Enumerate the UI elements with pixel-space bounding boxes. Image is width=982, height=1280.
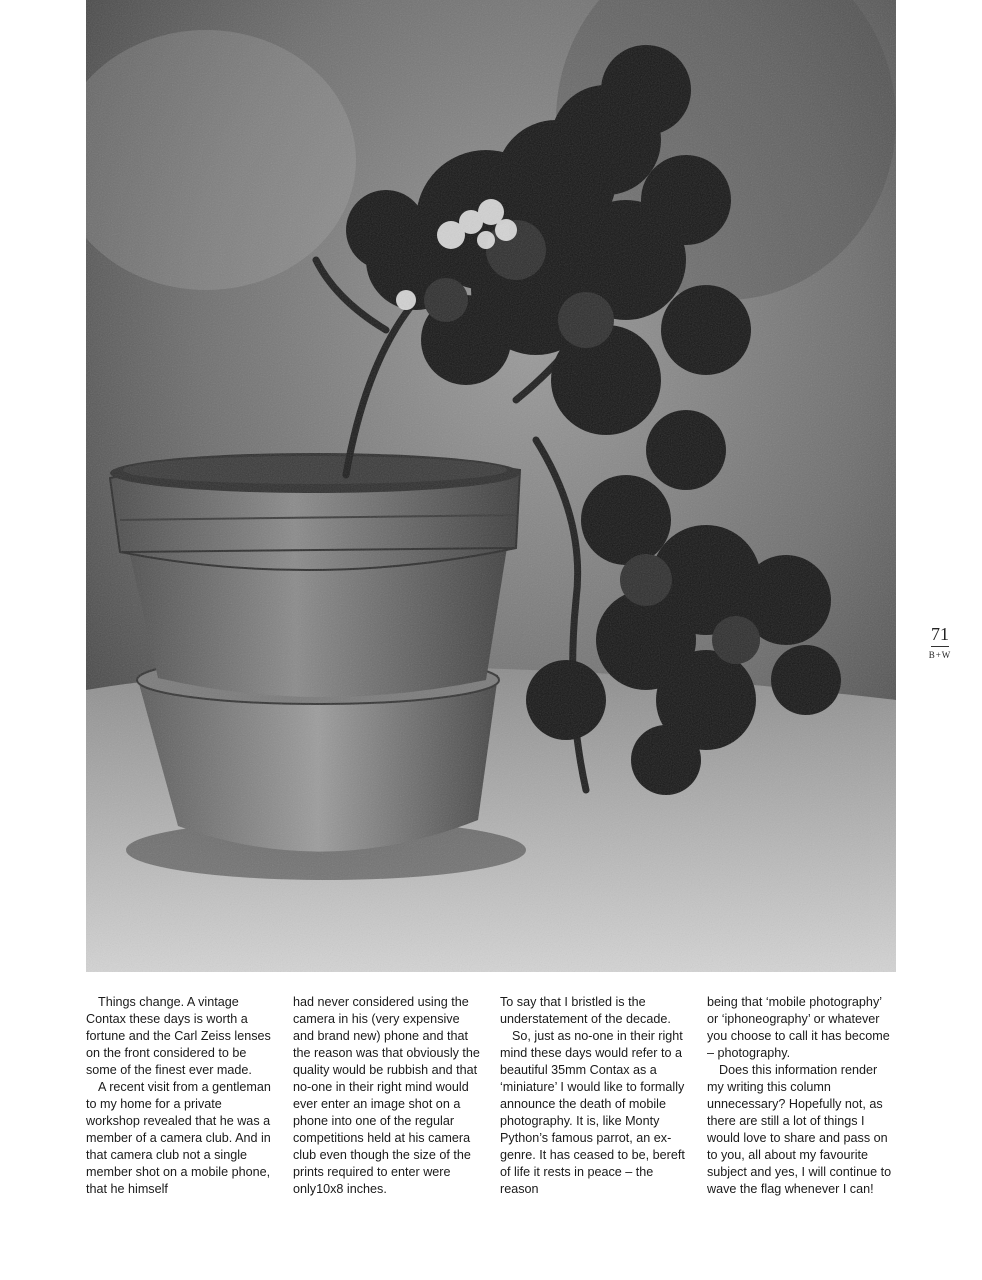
page-folio bbox=[924, 624, 956, 660]
paragraph: Does this information render my writing this column unnecessary? Hopefully not, as there are still a lot of things I would love to share and pass on to you, all about my favourite subject and yes, I will continue to wave the flag whenever I can! bbox=[707, 1063, 892, 1196]
paragraph: A recent visit from a gentleman to my home for a private workshop revealed that he was a member of a camera club. And in that camera club not a single member shot on a mobile phone, that he himself bbox=[86, 1080, 271, 1196]
paragraph: So, just as no-one in their right mind these days would refer to a beautiful 35mm Contax as a ‘miniature’ I would like to formally announce the death of mobile photography. It is, like Monty Python’s famous parrot, an ex-genre. It has ceased to be, bereft of life it rests in peace – the reason bbox=[500, 1029, 685, 1196]
paragraph: Things change. A vintage Contax these days is worth a fortune and the Carl Zeiss lenses on the front considered to be some of the finest ever made. bbox=[86, 995, 271, 1077]
article-column-3 bbox=[500, 994, 689, 1204]
paragraph: To say that I bristled is the understatement of the decade. bbox=[500, 995, 671, 1026]
article-body bbox=[86, 994, 896, 1204]
article-column-1 bbox=[86, 994, 275, 1204]
photo-illustration bbox=[86, 0, 896, 972]
page-number: 71 bbox=[931, 624, 949, 644]
article-column-2 bbox=[293, 994, 482, 1204]
paragraph: being that ‘mobile photography’ or ‘iphoneography’ or whatever you choose to call it has become – photography. bbox=[707, 995, 890, 1060]
article-column-4 bbox=[707, 994, 896, 1204]
folio-rule bbox=[931, 646, 949, 647]
paragraph: had never considered using the camera in his (very expensive and brand new) phone and that the reason was that obviously the quality would be rubbish and that no-one in their right mind would ever enter an image shot on a phone into one of the regular competitions held at his camera club even though the size of the prints required to enter were only10x8 inches. bbox=[293, 995, 480, 1196]
magazine-mark: B+W bbox=[928, 650, 952, 660]
geranium-photograph bbox=[86, 0, 896, 972]
